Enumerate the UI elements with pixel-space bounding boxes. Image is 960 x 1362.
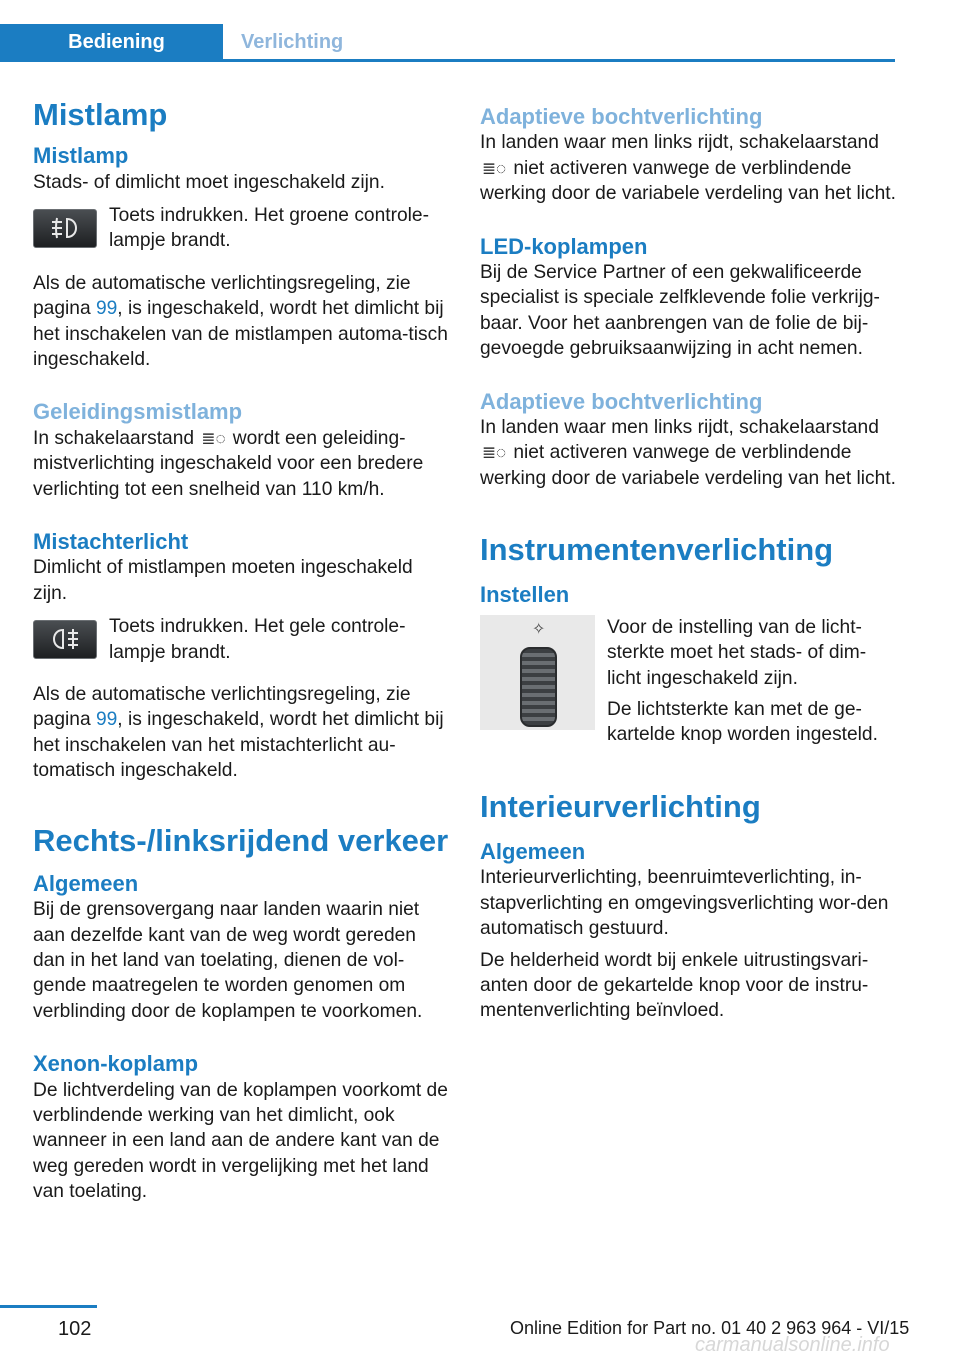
subheading-interieur-algemeen: Algemeen: [480, 839, 586, 865]
left-column: [33, 96, 451, 1205]
mistachter-auto-text: Als de automatische verlichtingsregeling, zie pagina 99, is ingeschakeld, wordt het dimlicht bij het inschakelen van het mistachterlicht au-tomatisch ingeschakeld.: [33, 684, 444, 782]
watermark: carmanualsonline.info: [695, 1334, 890, 1356]
page-number-rule: [0, 1305, 97, 1308]
header-rule: [0, 59, 895, 62]
geleiding-text: In schakelaarstand ≣◌ wordt een geleiding-mistverlichting ingeschakeld voor een bredere verlichting tot een snelheid van 110 km/h.: [33, 427, 424, 500]
subheading-geleidingsmistlamp: Geleidingsmistlamp: [33, 399, 243, 425]
headlight-switch-position-icon: ≣◌: [201, 428, 226, 448]
tab-bediening[interactable]: Bediening: [0, 24, 223, 62]
subheading-adaptief-2: Adaptieve bochtverlichting: [480, 388, 763, 414]
knurled-knob: [520, 647, 557, 727]
adaptief-1-text: In landen waar men links rijdt, schakelaarstand ≣◌ niet activeren vanwege de verblindende werking door de variabele verdeling van het licht.: [480, 132, 896, 205]
mistlamp-button-row: [33, 203, 451, 254]
subheading-instellen: Instellen: [480, 582, 570, 608]
subheading-mistachterlicht: Mistachterlicht: [33, 529, 189, 555]
rear-fog-lamp-icon: [33, 620, 97, 659]
edition-footer: Online Edition for Part no. 01 40 2 963 964 - VI/15: [510, 1318, 910, 1338]
interieur-text-1: Interieurverlichting, beenruimteverlichting, in-stapverlichting en omgevingsverlichting wor-den automatisch gestuurd.: [480, 867, 889, 940]
instellen-text-2: De lichtsterkte kan met de ge-kartelde knop worden ingesteld.: [607, 699, 878, 746]
instellen-row: [480, 615, 898, 748]
heading-instrumentenverlichting: Instrumentenverlichting: [480, 532, 834, 568]
subheading-adaptief-1: Adaptieve bochtverlichting: [480, 104, 763, 129]
subheading-algemeen: Algemeen: [33, 870, 139, 896]
heading-rechts-links: Rechts-/linksrijdend verkeer: [33, 822, 449, 858]
xenon-text: De lichtverdeling van de koplampen voorkomt de verblindende werking van het dimlicht, ook wanneer in een land aan de andere kant van de weg gereden wordt in vergelijking met het land van toelating.: [33, 1079, 448, 1203]
right-column: [480, 96, 898, 1024]
mistachter-button-text: Toets indrukken. Het gele controle-lampje brandt.: [109, 616, 406, 663]
mistachter-intro: Dimlicht of mistlampen moeten ingeschakeld zijn.: [33, 557, 413, 604]
mistlamp-button-text: Toets indrukken. Het groene controle-lampje brandt.: [109, 204, 429, 252]
headlight-switch-position-icon: ≣◌: [481, 443, 507, 463]
mistachter-button-row: [33, 614, 451, 665]
section-tabbar: [0, 24, 895, 62]
adaptief-2-text: In landen waar men links rijdt, schakelaarstand ≣◌ niet activeren vanwege de verblindende werking door de variabele verdeling van het licht.: [480, 417, 896, 489]
tab-verlichting[interactable]: Verlichting: [241, 31, 344, 53]
led-text: Bij de Service Partner of een gekwalificeerde specialist is speciale zelfklevende folie verkrijg-baar. Voor het aanbrengen van de folie de bij-gevoegde gebruiksaanwijzing in acht nemen.: [480, 262, 880, 360]
instrument-lighting-knob-icon: [480, 615, 595, 730]
instellen-text-1: Voor de instelling van de licht-sterkte moet het stads- of dim-licht ingeschakeld zijn.: [607, 616, 867, 689]
page-link-99-b[interactable]: 99: [95, 709, 118, 731]
heading-interieurverlichting: Interieurverlichting: [480, 788, 761, 824]
mistlamp-auto-text: Als de automatische verlichtingsregeling, zie pagina 99, is ingeschakeld, wordt het dimlicht bij het inschakelen van de mistlampen automa-tisch ingeschakeld.: [33, 272, 448, 371]
instellen-text-block: [607, 615, 898, 748]
interieur-text-2: De helderheid wordt bij enkele uitrustingsvari-anten door de gekartelde knop voor de instru-mentenverlichting beïnvloed.: [480, 949, 869, 1022]
page-number: 102: [58, 1318, 92, 1340]
algemeen-text: Bij de grensovergang naar landen waarin niet aan dezelfde kant van de weg wordt gereden dan in het land van toelating, dienen de vol-gende maatregelen te worden genomen om verblinding door de koplampen te voorkomen.: [33, 899, 423, 1022]
lighting-symbol-icon: ✧: [532, 620, 546, 638]
subheading-xenon: Xenon-koplamp: [33, 1051, 199, 1077]
front-fog-lamp-icon: [33, 209, 97, 248]
heading-mistlamp: Mistlamp: [33, 97, 168, 132]
subheading-mistlamp: Mistlamp: [33, 143, 129, 169]
page-link-99[interactable]: 99: [95, 298, 118, 320]
headlight-switch-position-icon: ≣◌: [481, 158, 507, 178]
mistlamp-intro: Stads- of dimlicht moet ingeschakeld zijn.: [33, 171, 385, 193]
subheading-led: LED-koplampen: [480, 233, 648, 259]
